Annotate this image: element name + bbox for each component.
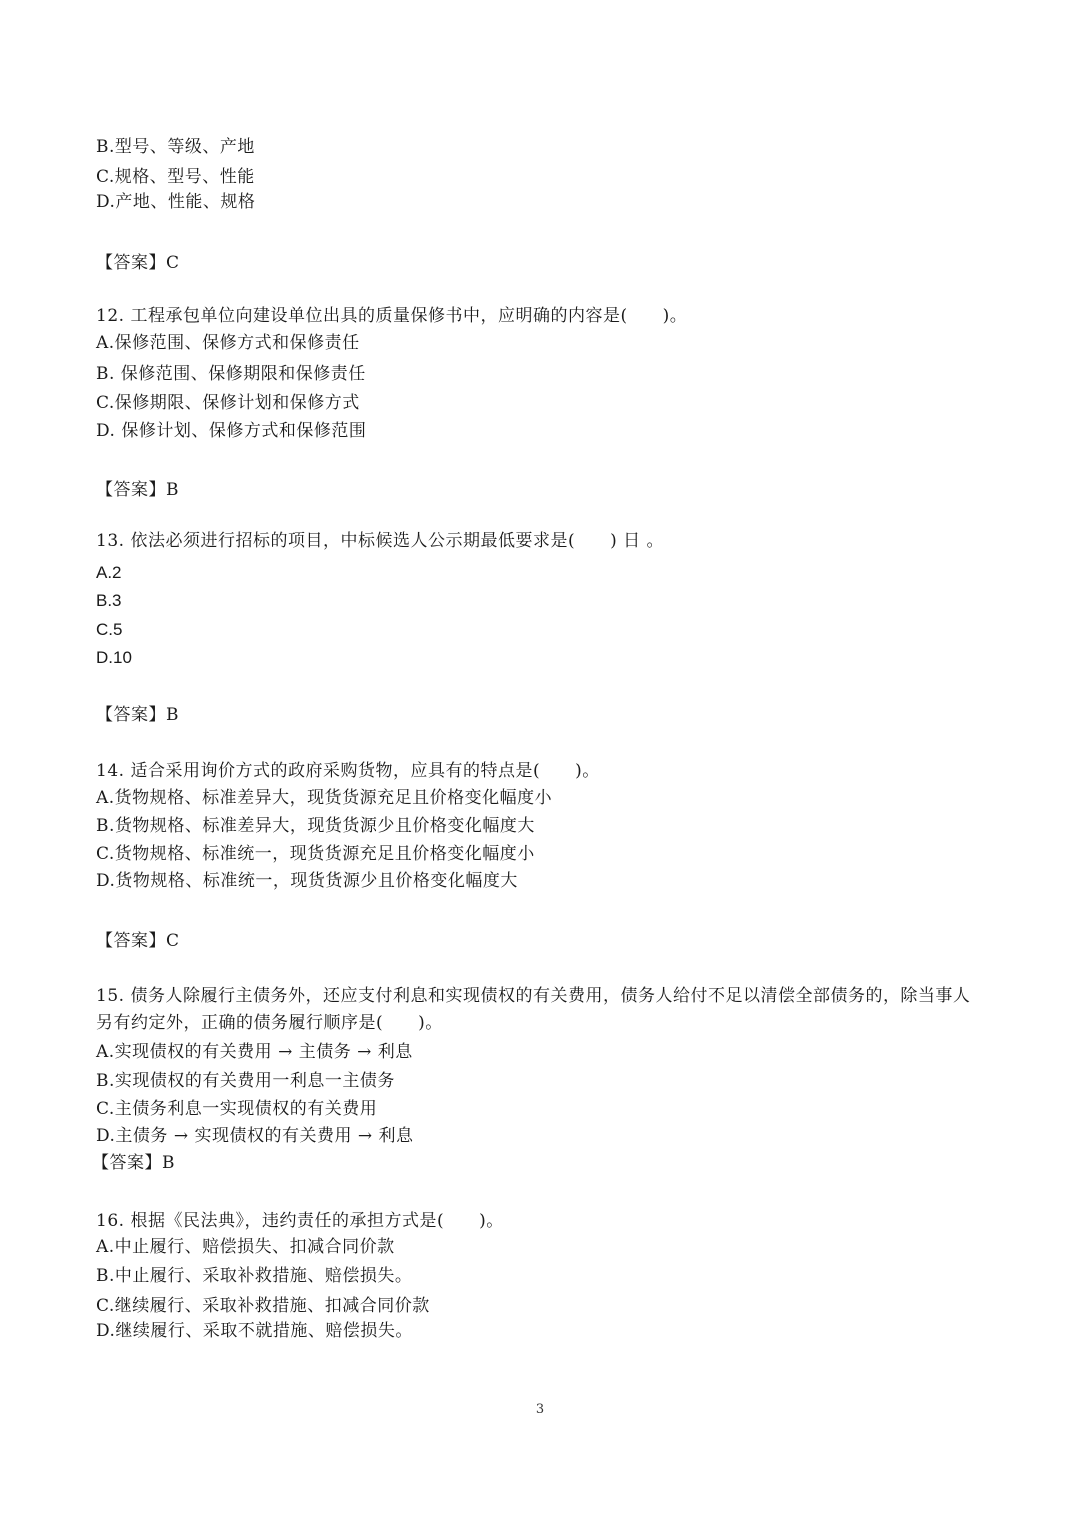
- q16-option-c: C.继续履行、采取补救措施、扣减合同价款: [96, 1296, 430, 1316]
- q11-option-c: C.规格、型号、性能: [96, 167, 255, 187]
- q14-answer: 【答案】C: [96, 931, 180, 951]
- q13-option-c: C.5: [96, 620, 123, 639]
- q16-question: 16. 根据《民法典》，违约责任的承担方式是( )。: [96, 1211, 504, 1231]
- q16-option-d: D.继续履行、采取不就措施、赔偿损失。: [96, 1321, 413, 1341]
- q15-option-a: A.实现债权的有关费用 → 主债务 → 利息: [96, 1042, 413, 1062]
- q15-option-d: D.主债务 → 实现债权的有关费用 → 利息: [96, 1126, 414, 1146]
- q16-option-b: B.中止履行、采取补救措施、赔偿损失。: [96, 1266, 413, 1286]
- q11-option-d: D.产地、性能、规格: [96, 192, 256, 212]
- q13-question: 13. 依法必须进行招标的项目，中标候选人公示期最低要求是( ) 日 。: [96, 531, 665, 551]
- page-number: 3: [535, 1402, 545, 1417]
- q12-answer: 【答案】B: [96, 480, 179, 500]
- q12-question: 12. 工程承包单位向建设单位出具的质量保修书中，应明确的内容是( )。: [96, 306, 688, 326]
- q12-option-a: A.保修范围、保修方式和保修责任: [96, 333, 360, 353]
- q11-answer: 【答案】C: [96, 253, 180, 273]
- q15-question: 15. 债务人除履行主债务外，还应支付利息和实现债权的有关费用，债务人给付不足以清偿全部债务的，除当事人另有约定外，正确的债务履行顺序是( )。: [96, 986, 971, 1033]
- q14-option-c: C.货物规格、标准统一，现货货源充足且价格变化幅度小: [96, 844, 535, 864]
- q14-option-b: B.货物规格、标准差异大，现货货源少且价格变化幅度大: [96, 816, 535, 836]
- q14-option-a: A.货物规格、标准差异大，现货货源充足且价格变化幅度小: [96, 788, 553, 808]
- q15-answer: 【答案】B: [92, 1153, 175, 1173]
- q11-option-b: B.型号、等级、产地: [96, 137, 255, 157]
- q12-option-d: D. 保修计划、保修方式和保修范围: [96, 421, 367, 441]
- q15-option-c: C.主债务利息一实现债权的有关费用: [96, 1099, 378, 1119]
- q12-option-c: C.保修期限、保修计划和保修方式: [96, 393, 360, 413]
- q13-option-d: D.10: [96, 648, 132, 667]
- q12-option-b: B. 保修范围、保修期限和保修责任: [96, 364, 366, 384]
- q13-option-b: B.3: [96, 591, 122, 610]
- q15-option-b: B.实现债权的有关费用一利息一主债务: [96, 1071, 395, 1091]
- q16-option-a: A.中止履行、赔偿损失、扣减合同价款: [96, 1237, 395, 1257]
- q14-option-d: D.货物规格、标准统一，现货货源少且价格变化幅度大: [96, 871, 518, 891]
- q13-option-a: A.2: [96, 563, 122, 582]
- q14-question: 14. 适合采用询价方式的政府采购货物，应具有的特点是( )。: [96, 761, 600, 781]
- q13-answer: 【答案】B: [96, 705, 179, 725]
